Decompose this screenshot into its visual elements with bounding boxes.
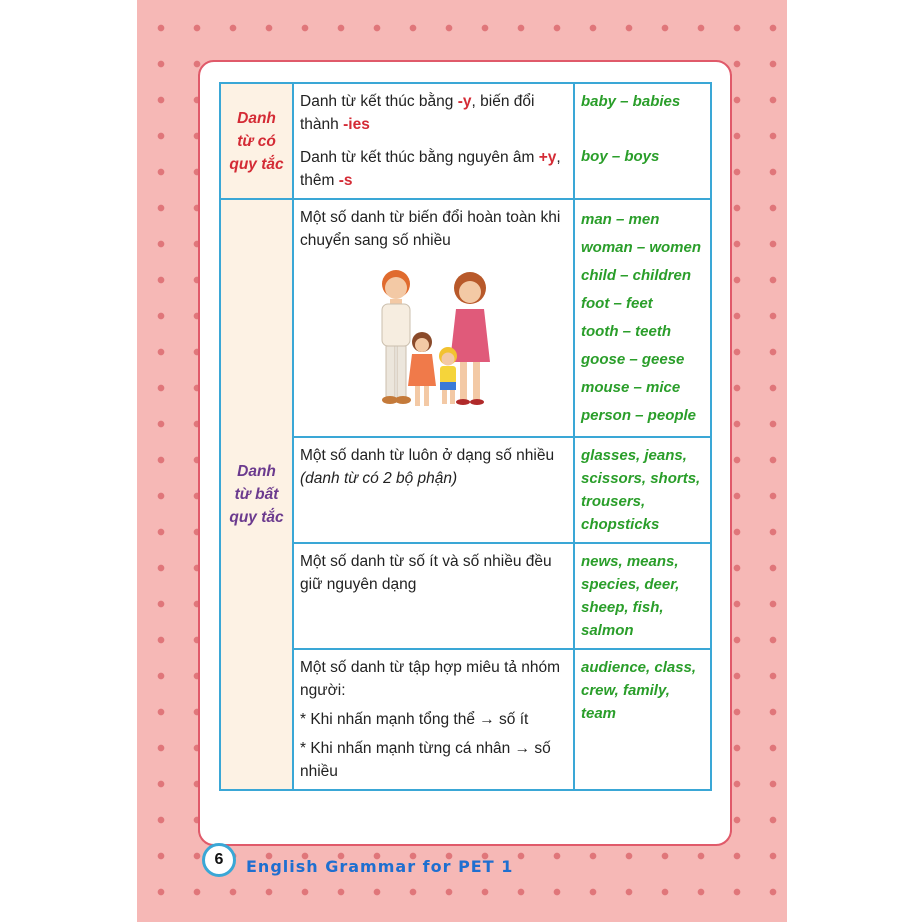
desc-cell bbox=[293, 437, 574, 543]
table-row-irregular-4 bbox=[220, 649, 711, 790]
desc-cell bbox=[293, 649, 574, 790]
row-point-1: * Khi nhấn mạnh tổng thể → số ít bbox=[300, 711, 529, 728]
rule-1 bbox=[300, 90, 567, 136]
desc-cell bbox=[293, 199, 574, 437]
example-item: mouse – mice bbox=[581, 379, 681, 396]
examples-cell bbox=[574, 649, 711, 790]
example-item: foot – feet bbox=[581, 295, 653, 312]
example-item: child – children bbox=[581, 267, 692, 284]
category-irregular: Danh từ bất quy tắc bbox=[220, 199, 293, 790]
rule-1-ending: -ies bbox=[343, 116, 370, 133]
row-description: Một số danh từ biến đổi hoàn toàn khi chuyển sang số nhiều bbox=[300, 209, 561, 249]
table-row-irregular-2 bbox=[220, 437, 711, 543]
example-item: woman – women bbox=[581, 239, 702, 256]
examples-cell bbox=[574, 199, 711, 437]
row-description: Một số danh từ số ít và số nhiều đều giữ nguyên dạng bbox=[300, 553, 552, 593]
row-point-2: * Khi nhấn mạnh từng cá nhân → số nhiều bbox=[300, 740, 551, 780]
desc-cell bbox=[293, 543, 574, 649]
table-row-regular bbox=[220, 83, 711, 199]
example-item: person – people bbox=[581, 407, 697, 424]
rule-2 bbox=[300, 146, 567, 192]
example-item: goose – geese bbox=[581, 351, 685, 368]
rule-1-text-2: , biến đổi thành bbox=[300, 93, 535, 133]
examples-cell bbox=[574, 83, 711, 199]
rule-2-suffix: +y bbox=[538, 149, 557, 166]
rule-2-text: Danh từ kết thúc bằng nguyên âm bbox=[300, 149, 539, 166]
examples-text: glasses, jeans, scissors, shorts, trousers, chopsticks bbox=[581, 447, 701, 533]
example-item: tooth – teeth bbox=[581, 323, 671, 340]
row-description: Một số danh từ luôn ở dạng số nhiều bbox=[300, 447, 555, 464]
examples-text: news, means, species, deer, sheep, fish, salmon bbox=[581, 553, 680, 639]
table-row-irregular-3 bbox=[220, 543, 711, 649]
row-description: Một số danh từ tập hợp miêu tả nhóm người: bbox=[300, 659, 561, 699]
rule-1-suffix: -y bbox=[457, 93, 472, 110]
example-item: man – men bbox=[581, 211, 660, 228]
example-2: boy – boys bbox=[581, 148, 660, 165]
examples-cell bbox=[574, 543, 711, 649]
rules-cell bbox=[293, 83, 574, 199]
rule-1-text: Danh từ kết thúc bằng bbox=[300, 93, 458, 110]
category-regular: Danh từ có quy tắc bbox=[220, 83, 293, 199]
row-note: (danh từ có 2 bộ phận) bbox=[300, 470, 458, 487]
rule-2-ending: -s bbox=[338, 172, 353, 189]
book-title: English Grammar for PET 1 bbox=[246, 857, 514, 876]
example-1: baby – babies bbox=[581, 93, 681, 110]
page-number: 6 bbox=[202, 843, 236, 877]
examples-cell bbox=[574, 437, 711, 543]
grammar-table bbox=[219, 82, 712, 791]
family-illustration-icon bbox=[364, 264, 504, 414]
examples-text: audience, class, crew, family, team bbox=[581, 659, 697, 722]
rule-2-text-2: , thêm bbox=[300, 149, 561, 189]
table-row-irregular-1 bbox=[220, 199, 711, 437]
